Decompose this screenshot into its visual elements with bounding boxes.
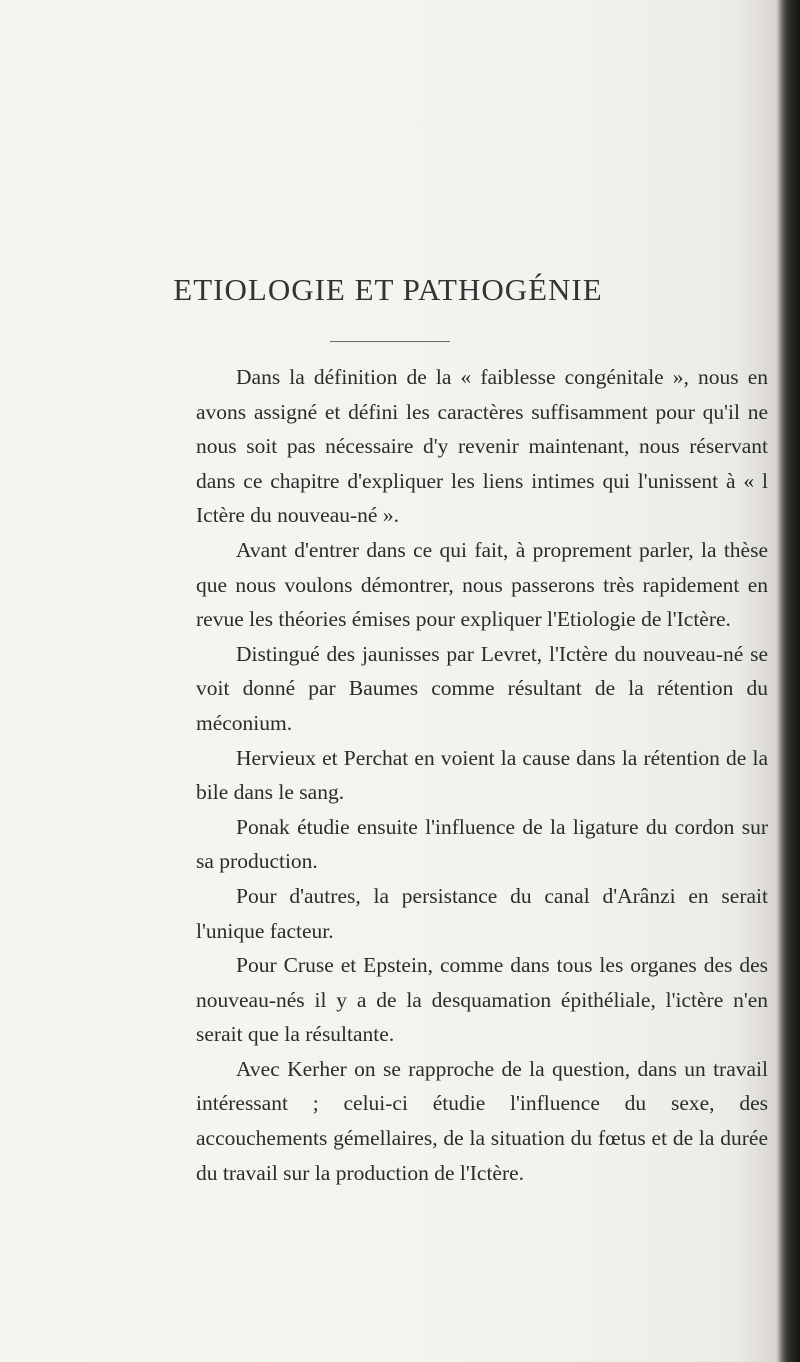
paragraph: Avec Kerher on se rapproche de la question, dans un travail intéressant ; celui-ci étudie l'influence du sexe, des accouchements gémellaires, de la situation du fœtus et de la durée du travail sur la production de l'Ictère.	[196, 1056, 768, 1185]
body-text	[196, 360, 768, 1190]
paragraph: Dans la définition de la « faiblesse congénitale », nous en avons assigné et défini les caractères suffisamment pour qu'il ne nous soit pas nécessaire d'y revenir maintenant, nous réservant dans ce chapitre d'expliquer les liens intimes qui l'unissent à « l Ictère du nouveau-né ».	[196, 365, 768, 528]
binding-edge-shadow	[778, 0, 800, 1362]
paragraph: Pour Cruse et Epstein, comme dans tous les organes des des nouveau-nés il y a de la desquamation épithéliale, l'ictère n'en serait que la résultante.	[196, 953, 768, 1047]
paragraph: Distingué des jaunisses par Levret, l'Ictère du nouveau-né se voit donné par Baumes comme résultant de la rétention du méconium.	[196, 641, 768, 735]
paragraph: Ponak étudie ensuite l'influence de la ligature du cordon sur sa production.	[196, 814, 768, 874]
chapter-title: ETIOLOGIE ET PATHOGÉNIE	[173, 272, 603, 307]
paragraph: Avant d'entrer dans ce qui fait, à proprement parler, la thèse que nous voulons démontrer, nous passerons très rapidement en revue les théories émises pour expliquer l'Etiologie de l'Ictère.	[196, 537, 768, 632]
paragraph: Hervieux et Perchat en voient la cause dans la rétention de la bile dans le sang.	[196, 745, 768, 805]
paragraph: Pour d'autres, la persistance du canal d'Arânzi en serait l'unique facteur.	[196, 883, 768, 943]
title-rule	[330, 341, 450, 342]
